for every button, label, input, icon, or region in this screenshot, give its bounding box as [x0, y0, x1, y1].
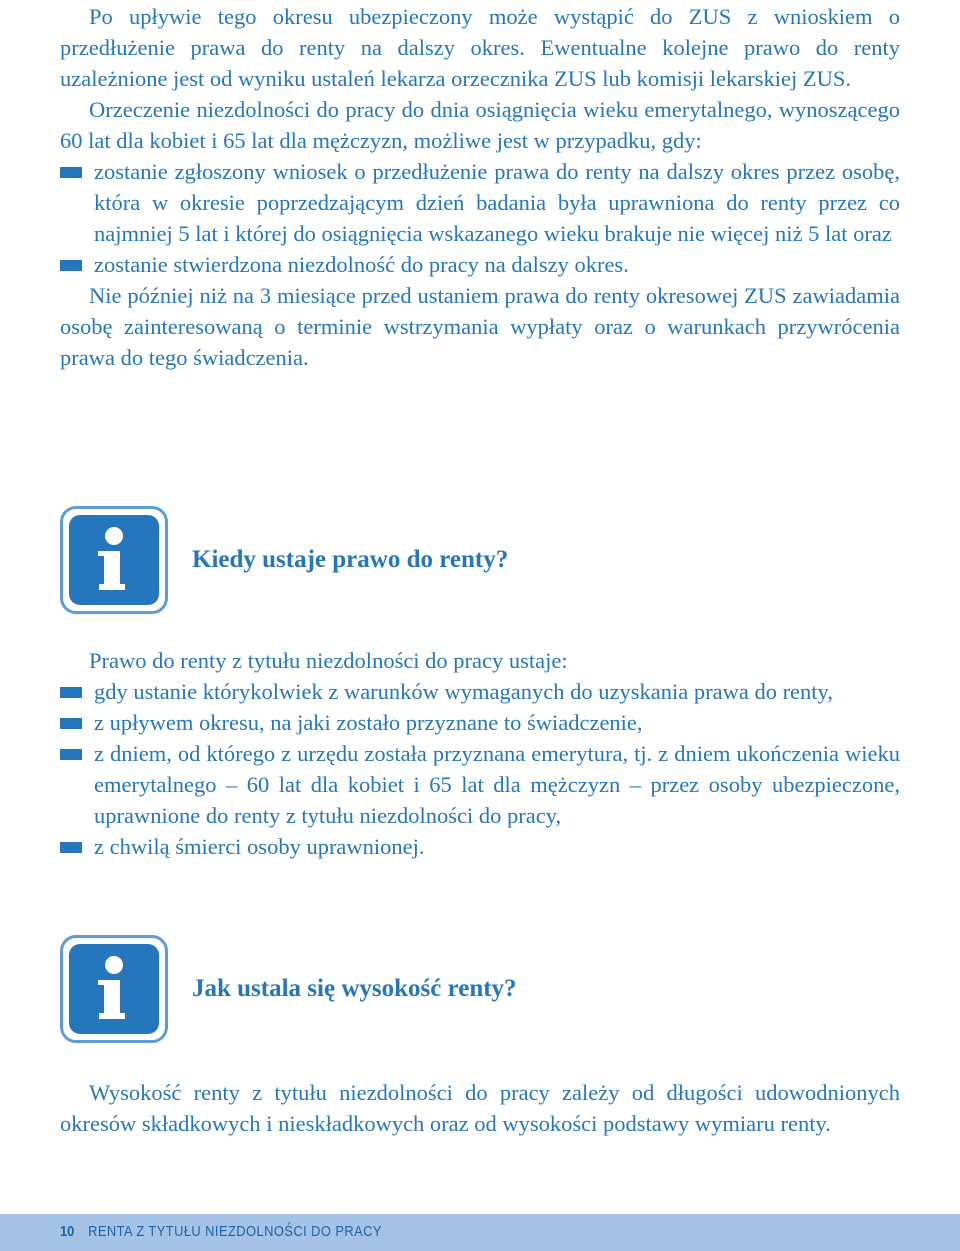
section-renta-amount-body: [60, 1077, 900, 1139]
list-item-text: gdy ustanie którykolwiek z warunków wymaganych do uzyskania prawa do renty,: [94, 679, 833, 704]
section-lead: Prawo do renty z tytułu niezdolności do pracy ustaje:: [89, 648, 568, 673]
square-bullet-icon: [60, 260, 82, 271]
section-heading: Jak ustala się wysokość renty?: [192, 975, 517, 1002]
info-icon: [60, 935, 168, 1043]
square-bullet-icon: [60, 687, 82, 698]
list-item-text: zostanie stwierdzona niezdolność do pracy na dalszy okres.: [94, 252, 629, 277]
intro-section: [60, 1, 900, 373]
info-icon: [60, 506, 168, 614]
list-item: [60, 156, 900, 249]
intro-bullet-list: [60, 156, 900, 280]
section-heading: Kiedy ustaje prawo do renty?: [192, 546, 509, 573]
intro-paragraph-1: Po upływie tego okresu ubezpieczony może wystąpić do ZUS z wnioskiem o przedłużenie prawa do renty na dalszy okres. Ewentualne kolejne prawo do renty uzależnione jest od wyniku ustaleń lekarza orzecznika ZUS lub komisji lekarskiej ZUS.: [60, 4, 900, 91]
section-heading-renta-end: [60, 506, 900, 616]
square-bullet-icon: [60, 842, 82, 853]
list-item: [60, 707, 900, 738]
list-item: [60, 738, 900, 831]
list-item-text: zostanie zgłoszony wniosek o przedłużenie prawa do renty na dalszy okres przez osobę, która w okresie poprzedzającym dzień badania była uprawniona do renty przez co najmniej 5 lat i której do osiągnięcia wskazanego wieku brakuje nie więcej niż 5 lat oraz: [94, 159, 900, 246]
section-heading-renta-amount: [60, 935, 900, 1045]
intro-paragraph-3: Nie później niż na 3 miesiące przed ustaniem prawa do renty okresowej ZUS zawiadamia osobę zainteresowaną o terminie wstrzymania wypłaty oraz o warunkach przywrócenia prawa do tego świadczenia.: [60, 283, 900, 370]
list-item-text: z upływem okresu, na jaki zostało przyznane to świadczenie,: [94, 710, 643, 735]
list-item: [60, 831, 900, 862]
page-footer: [60, 1222, 382, 1242]
section-paragraph: Wysokość renty z tytułu niezdolności do pracy zależy od długości udowodnionych okresów składkowych i nieskładkowych oraz od wysokości podstawy wymiaru renty.: [60, 1080, 900, 1136]
section-renta-end-body: [60, 645, 900, 862]
square-bullet-icon: [60, 167, 82, 178]
square-bullet-icon: [60, 718, 82, 729]
list-item-text: z dniem, od którego z urzędu została przyznana emerytura, tj. z dniem ukończenia wieku emerytalnego – 60 lat dla kobiet i 65 lat dla mężczyzn – przez osoby ubezpieczone, uprawnione do renty z tytułu niezdolności do pracy,: [94, 741, 900, 828]
intro-paragraph-2: Orzeczenie niezdolności do pracy do dnia osiągnięcia wieku emerytalnego, wynoszącego 60 lat dla kobiet i 65 lat dla mężczyzn, możliwe jest w przypadku, gdy:: [60, 97, 900, 153]
list-item: [60, 249, 900, 280]
page-number: 10: [60, 1223, 75, 1240]
square-bullet-icon: [60, 749, 82, 760]
list-item-text: z chwilą śmierci osoby uprawnionej.: [94, 834, 425, 859]
renta-end-bullet-list: [60, 676, 900, 862]
list-item: [60, 676, 900, 707]
running-title: RENTA Z TYTUŁU NIEZDOLNOŚCI DO PRACY: [88, 1223, 382, 1240]
